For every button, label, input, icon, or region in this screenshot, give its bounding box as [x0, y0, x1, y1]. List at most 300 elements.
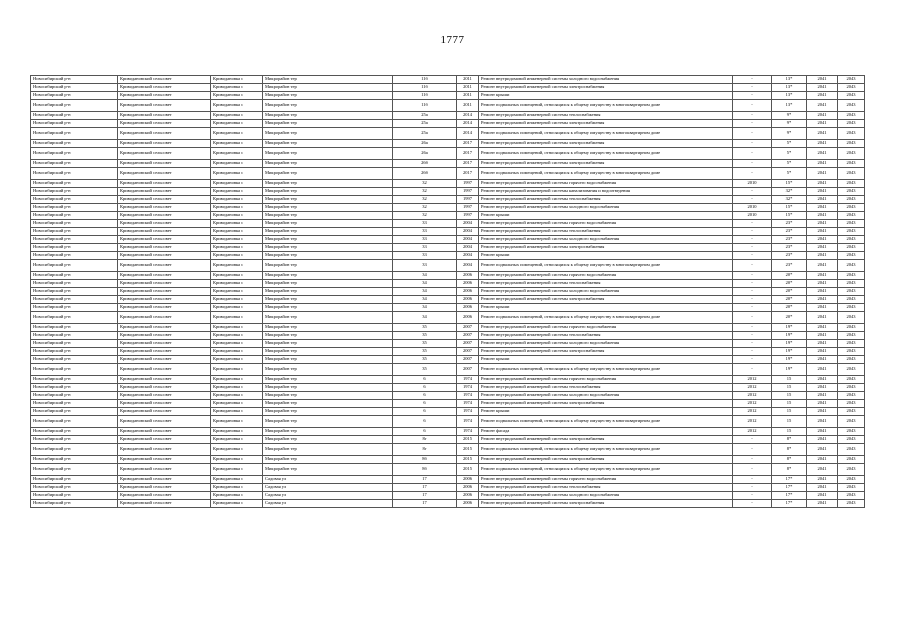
- start-year-cell: 2041: [807, 444, 838, 456]
- build-year-cell: 1974: [457, 384, 479, 392]
- last-repair-year-cell: 2012: [733, 376, 772, 384]
- last-repair-year-cell: -: [733, 312, 772, 324]
- build-year-cell: 1974: [457, 408, 479, 416]
- work-type-cell: Ремонт подвальных помещений, относящихся к общему имуществу в многоквартирном доме: [479, 364, 733, 376]
- locality-cell: Криводановка с: [211, 220, 263, 228]
- settlement-cell: Криводановский сельсовет: [118, 456, 211, 464]
- work-type-cell: Ремонт внутридомовой инженерной системы электроснабжения: [479, 120, 733, 128]
- wear-cell: 20*: [772, 272, 807, 280]
- end-year-cell: 2043: [838, 244, 865, 252]
- build-year-cell: 2007: [457, 332, 479, 340]
- start-year-cell: 2041: [807, 408, 838, 416]
- settlement-cell: Криводановский сельсовет: [118, 324, 211, 332]
- end-year-cell: 2043: [838, 212, 865, 220]
- end-year-cell: 2043: [838, 456, 865, 464]
- table-row: [31, 416, 865, 428]
- table-row: [31, 128, 865, 140]
- build-year-cell: 1997: [457, 212, 479, 220]
- settlement-cell: Криводановский сельсовет: [118, 188, 211, 196]
- settlement-cell: Криводановский сельсовет: [118, 364, 211, 376]
- work-type-cell: Ремонт внутридомовой инженерной системы горячего водоснабжения: [479, 180, 733, 188]
- table-row: [31, 436, 865, 444]
- locality-cell: Криводановка с: [211, 356, 263, 364]
- build-year-cell: 1974: [457, 428, 479, 436]
- last-repair-year-cell: -: [733, 280, 772, 288]
- last-repair-year-cell: -: [733, 76, 772, 84]
- street-cell: Микрорайон тер: [263, 160, 393, 168]
- wear-cell: 19*: [772, 356, 807, 364]
- street-cell: Микрорайон тер: [263, 220, 393, 228]
- last-repair-year-cell: -: [733, 188, 772, 196]
- end-year-cell: 2043: [838, 180, 865, 188]
- table-row: [31, 312, 865, 324]
- table-row: [31, 392, 865, 400]
- table-row: [31, 476, 865, 484]
- table-row: [31, 280, 865, 288]
- work-type-cell: Ремонт подвальных помещений, относящихся к общему имуществу в многоквартирном доме: [479, 312, 733, 324]
- end-year-cell: 2043: [838, 296, 865, 304]
- street-cell: Микрорайон тер: [263, 84, 393, 92]
- district-cell: Новосибирский р-н: [31, 280, 118, 288]
- district-cell: Новосибирский р-н: [31, 436, 118, 444]
- table-row: [31, 376, 865, 384]
- wear-cell: 15: [772, 416, 807, 428]
- street-cell: Микрорайон тер: [263, 148, 393, 160]
- build-year-cell: 2014: [457, 112, 479, 120]
- last-repair-year-cell: -: [733, 492, 772, 500]
- house-number-cell: 32: [393, 188, 457, 196]
- wear-cell: 13*: [772, 84, 807, 92]
- district-cell: Новосибирский р-н: [31, 428, 118, 436]
- end-year-cell: 2043: [838, 220, 865, 228]
- district-cell: Новосибирский р-н: [31, 288, 118, 296]
- last-repair-year-cell: -: [733, 356, 772, 364]
- street-cell: Микрорайон тер: [263, 260, 393, 272]
- wear-cell: 8*: [772, 456, 807, 464]
- start-year-cell: 2041: [807, 112, 838, 120]
- locality-cell: Криводановка с: [211, 484, 263, 492]
- build-year-cell: 2015: [457, 436, 479, 444]
- settlement-cell: Криводановский сельсовет: [118, 492, 211, 500]
- wear-cell: 23*: [772, 220, 807, 228]
- last-repair-year-cell: -: [733, 100, 772, 112]
- settlement-cell: Криводановский сельсовет: [118, 196, 211, 204]
- start-year-cell: 2041: [807, 228, 838, 236]
- district-cell: Новосибирский р-н: [31, 492, 118, 500]
- table-row: [31, 304, 865, 312]
- street-cell: Микрорайон тер: [263, 76, 393, 84]
- street-cell: Микрорайон тер: [263, 140, 393, 148]
- wear-cell: 17*: [772, 476, 807, 484]
- build-year-cell: 2006: [457, 280, 479, 288]
- wear-cell: 15: [772, 392, 807, 400]
- work-type-cell: Ремонт внутридомовой инженерной системы холодного водоснабжения: [479, 204, 733, 212]
- work-type-cell: Ремонт внутридомовой инженерной системы холодного водоснабжения: [479, 236, 733, 244]
- district-cell: Новосибирский р-н: [31, 228, 118, 236]
- build-year-cell: 2017: [457, 168, 479, 180]
- wear-cell: 23*: [772, 236, 807, 244]
- end-year-cell: 2043: [838, 384, 865, 392]
- table-row: [31, 140, 865, 148]
- settlement-cell: Криводановский сельсовет: [118, 84, 211, 92]
- build-year-cell: 1974: [457, 416, 479, 428]
- table-row: [31, 160, 865, 168]
- wear-cell: 9*: [772, 128, 807, 140]
- work-type-cell: Ремонт подвальных помещений, относящихся к общему имуществу в многоквартирном доме: [479, 100, 733, 112]
- build-year-cell: 2004: [457, 228, 479, 236]
- table-row: [31, 196, 865, 204]
- end-year-cell: 2043: [838, 112, 865, 120]
- house-number-cell: 33: [393, 228, 457, 236]
- build-year-cell: 2006: [457, 288, 479, 296]
- start-year-cell: 2041: [807, 220, 838, 228]
- street-cell: Микрорайон тер: [263, 296, 393, 304]
- locality-cell: Криводановка с: [211, 364, 263, 376]
- start-year-cell: 2041: [807, 252, 838, 260]
- work-type-cell: Ремонт внутридомовой инженерной системы теплоснабжения: [479, 228, 733, 236]
- start-year-cell: 2041: [807, 148, 838, 160]
- work-type-cell: Ремонт крыши: [479, 408, 733, 416]
- table-row: [31, 456, 865, 464]
- house-number-cell: 6: [393, 416, 457, 428]
- district-cell: Новосибирский р-н: [31, 456, 118, 464]
- last-repair-year-cell: -: [733, 436, 772, 444]
- last-repair-year-cell: -: [733, 332, 772, 340]
- street-cell: Микрорайон тер: [263, 376, 393, 384]
- wear-cell: 20*: [772, 312, 807, 324]
- last-repair-year-cell: 2010: [733, 180, 772, 188]
- locality-cell: Криводановка с: [211, 324, 263, 332]
- district-cell: Новосибирский р-н: [31, 148, 118, 160]
- last-repair-year-cell: -: [733, 500, 772, 508]
- district-cell: Новосибирский р-н: [31, 444, 118, 456]
- locality-cell: Криводановка с: [211, 280, 263, 288]
- settlement-cell: Криводановский сельсовет: [118, 228, 211, 236]
- end-year-cell: 2043: [838, 400, 865, 408]
- district-cell: Новосибирский р-н: [31, 244, 118, 252]
- locality-cell: Криводановка с: [211, 180, 263, 188]
- house-number-cell: 26б: [393, 168, 457, 180]
- end-year-cell: 2043: [838, 304, 865, 312]
- wear-cell: 15: [772, 408, 807, 416]
- district-cell: Новосибирский р-н: [31, 140, 118, 148]
- settlement-cell: Криводановский сельсовет: [118, 100, 211, 112]
- house-number-cell: 34: [393, 280, 457, 288]
- locality-cell: Криводановка с: [211, 464, 263, 476]
- street-cell: Микрорайон тер: [263, 212, 393, 220]
- street-cell: Микрорайон тер: [263, 364, 393, 376]
- street-cell: Микрорайон тер: [263, 228, 393, 236]
- work-type-cell: Ремонт подвальных помещений, относящихся к общему имуществу в многоквартирном доме: [479, 148, 733, 160]
- house-number-cell: 26б: [393, 160, 457, 168]
- house-number-cell: 33: [393, 244, 457, 252]
- street-cell: Микрорайон тер: [263, 444, 393, 456]
- settlement-cell: Криводановский сельсовет: [118, 356, 211, 364]
- locality-cell: Криводановка с: [211, 376, 263, 384]
- locality-cell: Криводановка с: [211, 444, 263, 456]
- page-number: 1777: [440, 34, 465, 46]
- wear-cell: 17*: [772, 484, 807, 492]
- last-repair-year-cell: 2010: [733, 204, 772, 212]
- house-number-cell: 34: [393, 304, 457, 312]
- end-year-cell: 2043: [838, 332, 865, 340]
- table-row: [31, 324, 865, 332]
- start-year-cell: 2041: [807, 140, 838, 148]
- end-year-cell: 2043: [838, 280, 865, 288]
- locality-cell: Криводановка с: [211, 128, 263, 140]
- build-year-cell: 2006: [457, 296, 479, 304]
- settlement-cell: Криводановский сельсовет: [118, 332, 211, 340]
- locality-cell: Криводановка с: [211, 476, 263, 484]
- wear-cell: 8*: [772, 436, 807, 444]
- work-type-cell: Ремонт внутридомовой инженерной системы горячего водоснабжения: [479, 476, 733, 484]
- locality-cell: Криводановка с: [211, 212, 263, 220]
- locality-cell: Криводановка с: [211, 500, 263, 508]
- start-year-cell: 2041: [807, 392, 838, 400]
- build-year-cell: 2006: [457, 304, 479, 312]
- start-year-cell: 2041: [807, 212, 838, 220]
- table-body: [31, 76, 865, 508]
- settlement-cell: Криводановский сельсовет: [118, 400, 211, 408]
- settlement-cell: Криводановский сельсовет: [118, 148, 211, 160]
- work-type-cell: Ремонт внутридомовой инженерной системы холодного водоснабжения: [479, 492, 733, 500]
- end-year-cell: 2043: [838, 364, 865, 376]
- settlement-cell: Криводановский сельсовет: [118, 272, 211, 280]
- start-year-cell: 2041: [807, 416, 838, 428]
- district-cell: Новосибирский р-н: [31, 400, 118, 408]
- start-year-cell: 2041: [807, 100, 838, 112]
- settlement-cell: Криводановский сельсовет: [118, 392, 211, 400]
- street-cell: Микрорайон тер: [263, 100, 393, 112]
- start-year-cell: 2041: [807, 236, 838, 244]
- work-type-cell: Ремонт внутридомовой инженерной системы электроснабжения: [479, 84, 733, 92]
- locality-cell: Криводановка с: [211, 436, 263, 444]
- start-year-cell: 2041: [807, 340, 838, 348]
- street-cell: Микрорайон тер: [263, 428, 393, 436]
- end-year-cell: 2043: [838, 188, 865, 196]
- settlement-cell: Криводановский сельсовет: [118, 500, 211, 508]
- end-year-cell: 2043: [838, 340, 865, 348]
- table-row: [31, 120, 865, 128]
- wear-cell: 20*: [772, 296, 807, 304]
- start-year-cell: 2041: [807, 76, 838, 84]
- build-year-cell: 2007: [457, 356, 479, 364]
- street-cell: Микрорайон тер: [263, 392, 393, 400]
- build-year-cell: 2006: [457, 500, 479, 508]
- work-type-cell: Ремонт подвальных помещений, относящихся к общему имуществу в многоквартирном доме: [479, 128, 733, 140]
- build-year-cell: 2011: [457, 84, 479, 92]
- street-cell: Микрорайон тер: [263, 356, 393, 364]
- work-type-cell: Ремонт внутридомовой инженерной системы электроснабжения: [479, 296, 733, 304]
- work-type-cell: Ремонт внутридомовой инженерной системы холодного водоснабжения: [479, 76, 733, 84]
- district-cell: Новосибирский р-н: [31, 180, 118, 188]
- build-year-cell: 2011: [457, 100, 479, 112]
- street-cell: Микрорайон тер: [263, 348, 393, 356]
- house-number-cell: 33: [393, 220, 457, 228]
- district-cell: Новосибирский р-н: [31, 204, 118, 212]
- district-cell: Новосибирский р-н: [31, 304, 118, 312]
- table-row: [31, 252, 865, 260]
- last-repair-year-cell: -: [733, 236, 772, 244]
- start-year-cell: 2041: [807, 272, 838, 280]
- house-number-cell: 11б: [393, 76, 457, 84]
- district-cell: Новосибирский р-н: [31, 332, 118, 340]
- work-type-cell: Ремонт внутридомовой инженерной системы горячего водоснабжения: [479, 324, 733, 332]
- work-type-cell: Ремонт фасада: [479, 428, 733, 436]
- end-year-cell: 2043: [838, 376, 865, 384]
- settlement-cell: Криводановский сельсовет: [118, 416, 211, 428]
- locality-cell: Криводановка с: [211, 384, 263, 392]
- locality-cell: Криводановка с: [211, 304, 263, 312]
- table-row: [31, 180, 865, 188]
- table-row: [31, 204, 865, 212]
- house-number-cell: 32: [393, 196, 457, 204]
- settlement-cell: Криводановский сельсовет: [118, 348, 211, 356]
- build-year-cell: 2004: [457, 252, 479, 260]
- end-year-cell: 2043: [838, 84, 865, 92]
- locality-cell: Криводановка с: [211, 112, 263, 120]
- end-year-cell: 2043: [838, 436, 865, 444]
- locality-cell: Криводановка с: [211, 428, 263, 436]
- wear-cell: 5*: [772, 160, 807, 168]
- table-row: [31, 484, 865, 492]
- house-number-cell: 11б: [393, 84, 457, 92]
- house-number-cell: 11б: [393, 92, 457, 100]
- wear-cell: 5*: [772, 148, 807, 160]
- build-year-cell: 2004: [457, 244, 479, 252]
- table-row: [31, 408, 865, 416]
- house-number-cell: 17: [393, 492, 457, 500]
- build-year-cell: 2015: [457, 464, 479, 476]
- last-repair-year-cell: -: [733, 464, 772, 476]
- settlement-cell: Криводановский сельсовет: [118, 288, 211, 296]
- settlement-cell: Криводановский сельсовет: [118, 220, 211, 228]
- locality-cell: Криводановка с: [211, 288, 263, 296]
- work-type-cell: Ремонт внутридомовой инженерной системы электроснабжения: [479, 244, 733, 252]
- work-type-cell: Ремонт внутридомовой инженерной системы теплоснабжения: [479, 280, 733, 288]
- build-year-cell: 1997: [457, 180, 479, 188]
- settlement-cell: Криводановский сельсовет: [118, 112, 211, 120]
- settlement-cell: Криводановский сельсовет: [118, 140, 211, 148]
- locality-cell: Криводановка с: [211, 92, 263, 100]
- wear-cell: 13*: [772, 92, 807, 100]
- district-cell: Новосибирский р-н: [31, 120, 118, 128]
- wear-cell: 32*: [772, 196, 807, 204]
- table-row: [31, 84, 865, 92]
- wear-cell: 5*: [772, 168, 807, 180]
- work-type-cell: Ремонт внутридомовой инженерной системы электроснабжения: [479, 140, 733, 148]
- table-row: [31, 272, 865, 280]
- street-cell: Садовая ул: [263, 500, 393, 508]
- start-year-cell: 2041: [807, 428, 838, 436]
- locality-cell: Криводановка с: [211, 244, 263, 252]
- table-row: [31, 228, 865, 236]
- start-year-cell: 2041: [807, 260, 838, 272]
- district-cell: Новосибирский р-н: [31, 100, 118, 112]
- build-year-cell: 2017: [457, 160, 479, 168]
- table-row: [31, 212, 865, 220]
- work-type-cell: Ремонт внутридомовой инженерной системы канализования и водоотведения: [479, 188, 733, 196]
- locality-cell: Криводановка с: [211, 400, 263, 408]
- wear-cell: 17*: [772, 500, 807, 508]
- district-cell: Новосибирский р-н: [31, 484, 118, 492]
- work-type-cell: Ремонт внутридомовой инженерной системы теплоснабжения: [479, 484, 733, 492]
- wear-cell: 32*: [772, 188, 807, 196]
- table-row: [31, 148, 865, 160]
- start-year-cell: 2041: [807, 484, 838, 492]
- end-year-cell: 2043: [838, 160, 865, 168]
- table-row: [31, 400, 865, 408]
- table-row: [31, 288, 865, 296]
- last-repair-year-cell: -: [733, 160, 772, 168]
- locality-cell: Криводановка с: [211, 416, 263, 428]
- table-row: [31, 444, 865, 456]
- settlement-cell: Криводановский сельсовет: [118, 168, 211, 180]
- build-year-cell: 2006: [457, 484, 479, 492]
- start-year-cell: 2041: [807, 128, 838, 140]
- last-repair-year-cell: 2012: [733, 408, 772, 416]
- wear-cell: 23*: [772, 252, 807, 260]
- street-cell: Микрорайон тер: [263, 92, 393, 100]
- build-year-cell: 2007: [457, 348, 479, 356]
- table-row: [31, 236, 865, 244]
- last-repair-year-cell: -: [733, 84, 772, 92]
- street-cell: Садовая ул: [263, 492, 393, 500]
- last-repair-year-cell: -: [733, 324, 772, 332]
- street-cell: Микрорайон тер: [263, 312, 393, 324]
- last-repair-year-cell: -: [733, 476, 772, 484]
- district-cell: Новосибирский р-н: [31, 324, 118, 332]
- district-cell: Новосибирский р-н: [31, 196, 118, 204]
- house-number-cell: 6: [393, 384, 457, 392]
- end-year-cell: 2043: [838, 484, 865, 492]
- end-year-cell: 2043: [838, 148, 865, 160]
- last-repair-year-cell: -: [733, 456, 772, 464]
- start-year-cell: 2041: [807, 376, 838, 384]
- start-year-cell: 2041: [807, 400, 838, 408]
- locality-cell: Криводановка с: [211, 140, 263, 148]
- start-year-cell: 2041: [807, 244, 838, 252]
- street-cell: Микрорайон тер: [263, 196, 393, 204]
- end-year-cell: 2043: [838, 168, 865, 180]
- house-number-cell: 26а: [393, 148, 457, 160]
- table-row: [31, 500, 865, 508]
- work-type-cell: Ремонт внутридомовой инженерной системы холодного водоснабжения: [479, 288, 733, 296]
- build-year-cell: 2007: [457, 364, 479, 376]
- last-repair-year-cell: -: [733, 228, 772, 236]
- settlement-cell: Криводановский сельсовет: [118, 296, 211, 304]
- wear-cell: 19*: [772, 348, 807, 356]
- street-cell: Микрорайон тер: [263, 340, 393, 348]
- work-type-cell: Ремонт крыши: [479, 252, 733, 260]
- locality-cell: Криводановка с: [211, 168, 263, 180]
- street-cell: Микрорайон тер: [263, 456, 393, 464]
- start-year-cell: 2041: [807, 312, 838, 324]
- end-year-cell: 2043: [838, 196, 865, 204]
- start-year-cell: 2041: [807, 304, 838, 312]
- house-number-cell: 6: [393, 376, 457, 384]
- settlement-cell: Криводановский сельсовет: [118, 92, 211, 100]
- settlement-cell: Криводановский сельсовет: [118, 252, 211, 260]
- start-year-cell: 2041: [807, 492, 838, 500]
- locality-cell: Криводановка с: [211, 296, 263, 304]
- last-repair-year-cell: -: [733, 128, 772, 140]
- settlement-cell: Криводановский сельсовет: [118, 212, 211, 220]
- last-repair-year-cell: -: [733, 364, 772, 376]
- work-type-cell: Ремонт внутридомовой инженерной системы электроснабжения: [479, 500, 733, 508]
- build-year-cell: 1997: [457, 196, 479, 204]
- end-year-cell: 2043: [838, 288, 865, 296]
